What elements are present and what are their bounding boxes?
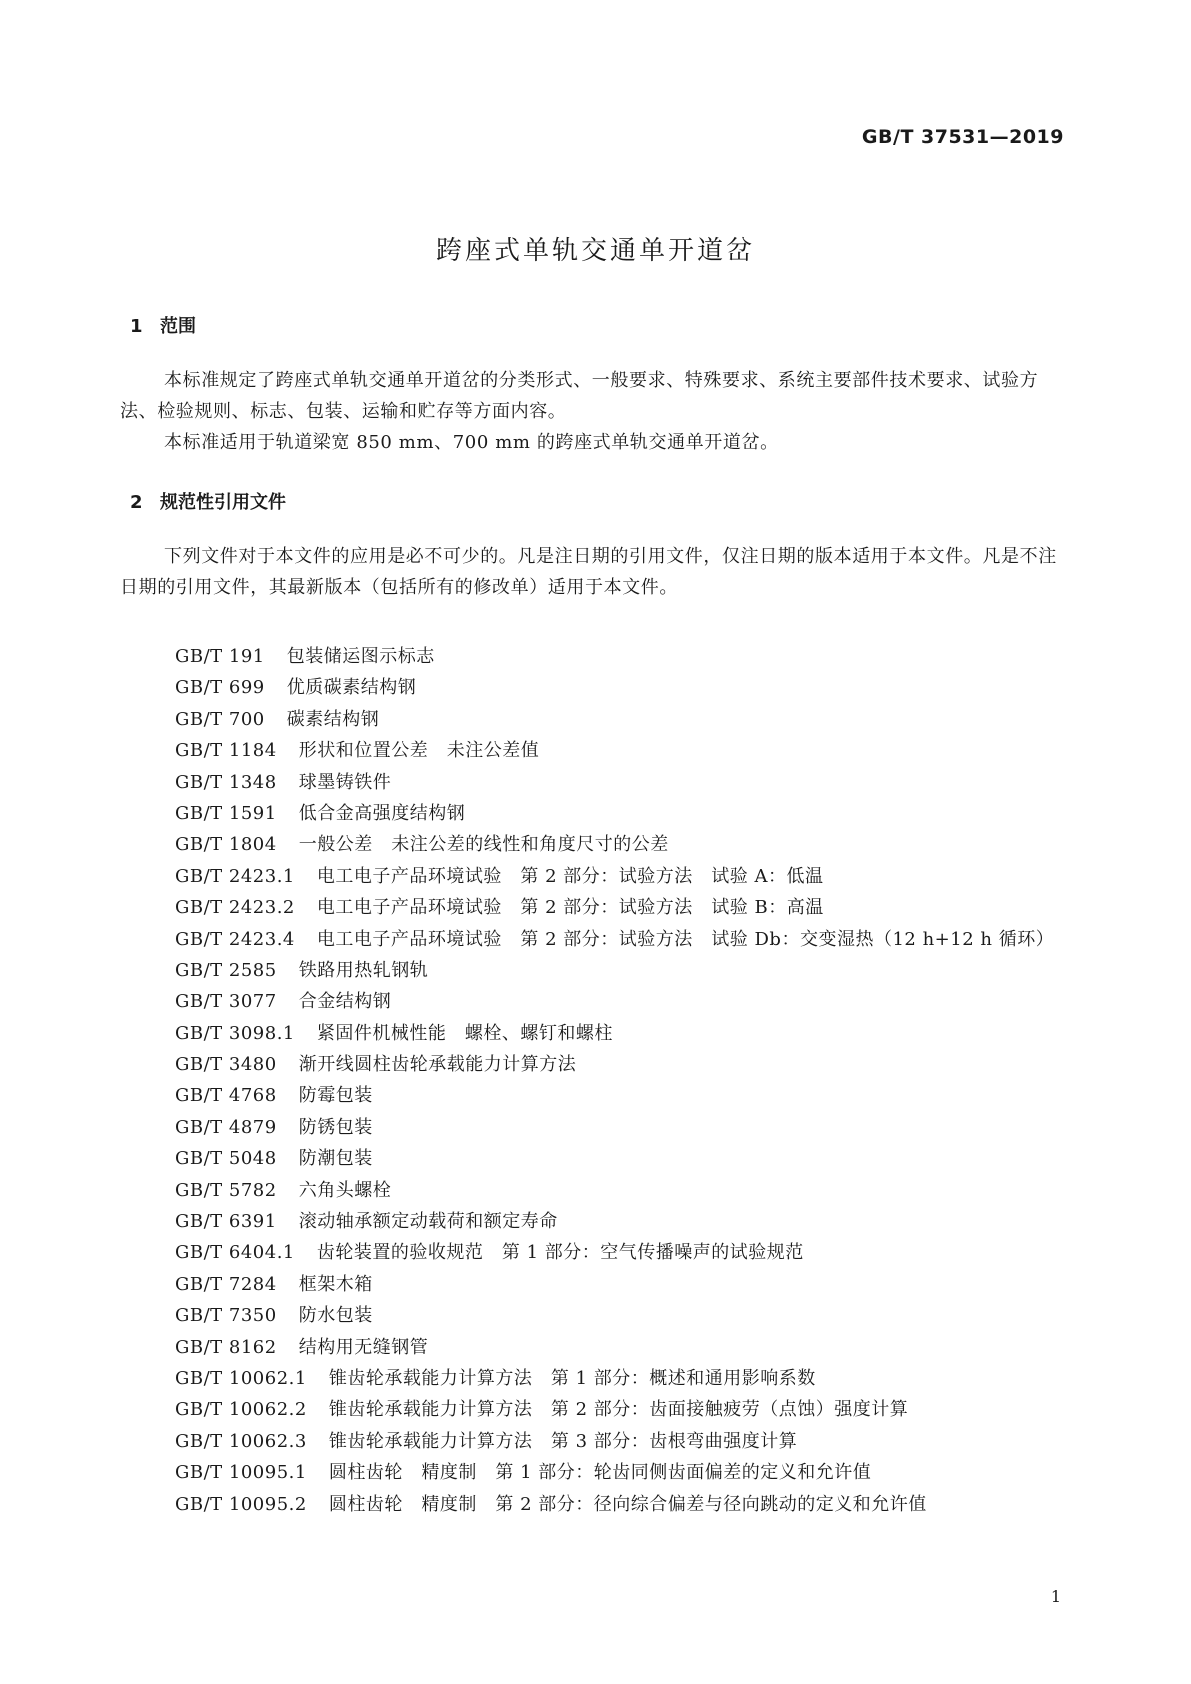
reference-title: 优质碳素结构钢	[286, 677, 417, 699]
reference-title: 一般公差 未注公差的线性和角度尺寸的公差	[298, 834, 669, 856]
reference-item	[175, 986, 1054, 1017]
reference-title: 形状和位置公差 未注公差值	[298, 740, 540, 762]
reference-code: GB/T 699	[175, 677, 265, 699]
reference-code: GB/T 2423.1	[175, 865, 295, 887]
reference-item	[175, 798, 1054, 829]
reference-item	[175, 1112, 1054, 1143]
reference-title: 锥齿轮承载能力计算方法 第 3 部分：齿根弯曲强度计算	[328, 1430, 798, 1452]
reference-item	[175, 672, 1054, 703]
reference-code: GB/T 3098.1	[175, 1022, 295, 1044]
reference-item	[175, 861, 1054, 892]
section-heading-normative-references	[130, 488, 286, 514]
reference-item	[175, 892, 1054, 923]
references-intro: 下列文件对于本文件的应用是必不可少的。凡是注日期的引用文件，仅注日期的版本适用于本文件。凡是不注日期的引用文件，其最新版本（包括所有的修改单）适用于本文件。	[120, 546, 1057, 598]
reference-title: 包装储运图示标志	[286, 646, 435, 667]
reference-list	[175, 641, 1054, 1520]
reference-code: GB/T 1804	[175, 834, 277, 856]
reference-code: GB/T 3077	[175, 991, 277, 1013]
reference-title: 电工电子产品环境试验 第 2 部分：试验方法 试验 A：低温	[316, 865, 824, 887]
reference-item	[175, 955, 1054, 986]
reference-code: GB/T 10062.1	[175, 1367, 307, 1389]
reference-title: 框架木箱	[298, 1273, 373, 1295]
scope-paragraph-1: 本标准规定了跨座式单轨交通单开道岔的分类形式、一般要求、特殊要求、系统主要部件技术要求、试验方法、检验规则、标志、包装、运输和贮存等方面内容。	[120, 370, 1039, 422]
reference-title: 低合金高强度结构钢	[298, 802, 466, 824]
reference-title: 电工电子产品环境试验 第 2 部分：试验方法 试验 Db：交变湿热（12 h+12 h 循环）	[316, 928, 1055, 950]
reference-item	[175, 704, 1054, 735]
reference-code: GB/T 10095.1	[175, 1462, 307, 1484]
page-number: 1	[1050, 1587, 1061, 1606]
scope-paragraph-2: 本标准适用于轨道梁宽 850 mm、700 mm 的跨座式单轨交通单开道岔。	[164, 432, 779, 453]
reference-title: 球墨铸铁件	[298, 771, 392, 793]
standard-code: GB/T 37531—2019	[861, 126, 1064, 148]
reference-code: GB/T 191	[175, 646, 265, 667]
reference-item	[175, 1018, 1054, 1049]
reference-item	[175, 1394, 1054, 1425]
reference-title: 锥齿轮承载能力计算方法 第 1 部分：概述和通用影响系数	[328, 1367, 816, 1389]
reference-code: GB/T 5048	[175, 1148, 277, 1170]
section-title: 规范性引用文件	[160, 492, 286, 513]
reference-code: GB/T 6391	[175, 1211, 277, 1233]
reference-title: 电工电子产品环境试验 第 2 部分：试验方法 试验 B：高温	[316, 897, 824, 919]
reference-item	[175, 1489, 1054, 1520]
reference-code: GB/T 6404.1	[175, 1242, 295, 1264]
reference-title: 滚动轴承额定动载荷和额定寿命	[298, 1211, 558, 1233]
reference-item	[175, 1426, 1054, 1457]
reference-code: GB/T 10062.3	[175, 1430, 307, 1452]
reference-title: 铁路用热轧钢轨	[298, 959, 429, 981]
reference-title: 防霉包装	[298, 1085, 373, 1107]
section-title: 范围	[160, 316, 196, 337]
reference-item	[175, 1457, 1054, 1488]
reference-title: 圆柱齿轮 精度制 第 2 部分：径向综合偏差与径向跳动的定义和允许值	[328, 1493, 927, 1515]
reference-title: 紧固件机械性能 螺栓、螺钉和螺柱	[316, 1022, 613, 1044]
reference-item	[175, 641, 1054, 672]
reference-code: GB/T 1348	[175, 771, 277, 793]
reference-title: 防潮包装	[298, 1148, 373, 1170]
reference-code: GB/T 3480	[175, 1054, 277, 1076]
reference-title: 圆柱齿轮 精度制 第 1 部分：轮齿同侧齿面偏差的定义和允许值	[328, 1462, 872, 1484]
document-title: 跨座式单轨交通单开道岔	[435, 236, 755, 266]
reference-item	[175, 735, 1054, 766]
reference-item	[175, 767, 1054, 798]
section-number: 1	[130, 316, 143, 337]
reference-title: 渐开线圆柱齿轮承载能力计算方法	[298, 1054, 577, 1076]
reference-item	[175, 1049, 1054, 1080]
reference-title: 合金结构钢	[298, 991, 392, 1013]
reference-item	[175, 1175, 1054, 1206]
reference-item	[175, 1080, 1054, 1111]
reference-title: 齿轮装置的验收规范 第 1 部分：空气传播噪声的试验规范	[316, 1242, 804, 1264]
reference-code: GB/T 1591	[175, 802, 277, 824]
section-heading-scope	[130, 312, 196, 338]
reference-code: GB/T 4768	[175, 1085, 277, 1107]
reference-code: GB/T 2423.4	[175, 928, 295, 950]
reference-item	[175, 1300, 1054, 1331]
reference-code: GB/T 10095.2	[175, 1493, 307, 1515]
reference-code: GB/T 8162	[175, 1336, 277, 1358]
reference-item	[175, 829, 1054, 860]
reference-item	[175, 1237, 1054, 1268]
reference-code: GB/T 7284	[175, 1273, 277, 1295]
reference-item	[175, 1206, 1054, 1237]
reference-item	[175, 1143, 1054, 1174]
reference-code: GB/T 4879	[175, 1116, 277, 1138]
reference-title: 锥齿轮承载能力计算方法 第 2 部分：齿面接触疲劳（点蚀）强度计算	[328, 1399, 909, 1421]
reference-code: GB/T 7350	[175, 1305, 277, 1327]
reference-item	[175, 1332, 1054, 1363]
section-number: 2	[130, 492, 143, 513]
reference-item	[175, 1269, 1054, 1300]
reference-title: 结构用无缝钢管	[298, 1336, 429, 1358]
reference-item	[175, 1363, 1054, 1394]
reference-title: 防锈包装	[298, 1116, 373, 1138]
reference-title: 防水包装	[298, 1305, 373, 1327]
reference-title: 碳素结构钢	[286, 708, 380, 730]
reference-code: GB/T 1184	[175, 740, 277, 762]
reference-title: 六角头螺栓	[298, 1179, 392, 1201]
reference-code: GB/T 2585	[175, 959, 277, 981]
reference-code: GB/T 10062.2	[175, 1399, 307, 1421]
reference-code: GB/T 2423.2	[175, 897, 295, 919]
reference-code: GB/T 700	[175, 708, 265, 730]
reference-item	[175, 924, 1054, 955]
reference-code: GB/T 5782	[175, 1179, 277, 1201]
